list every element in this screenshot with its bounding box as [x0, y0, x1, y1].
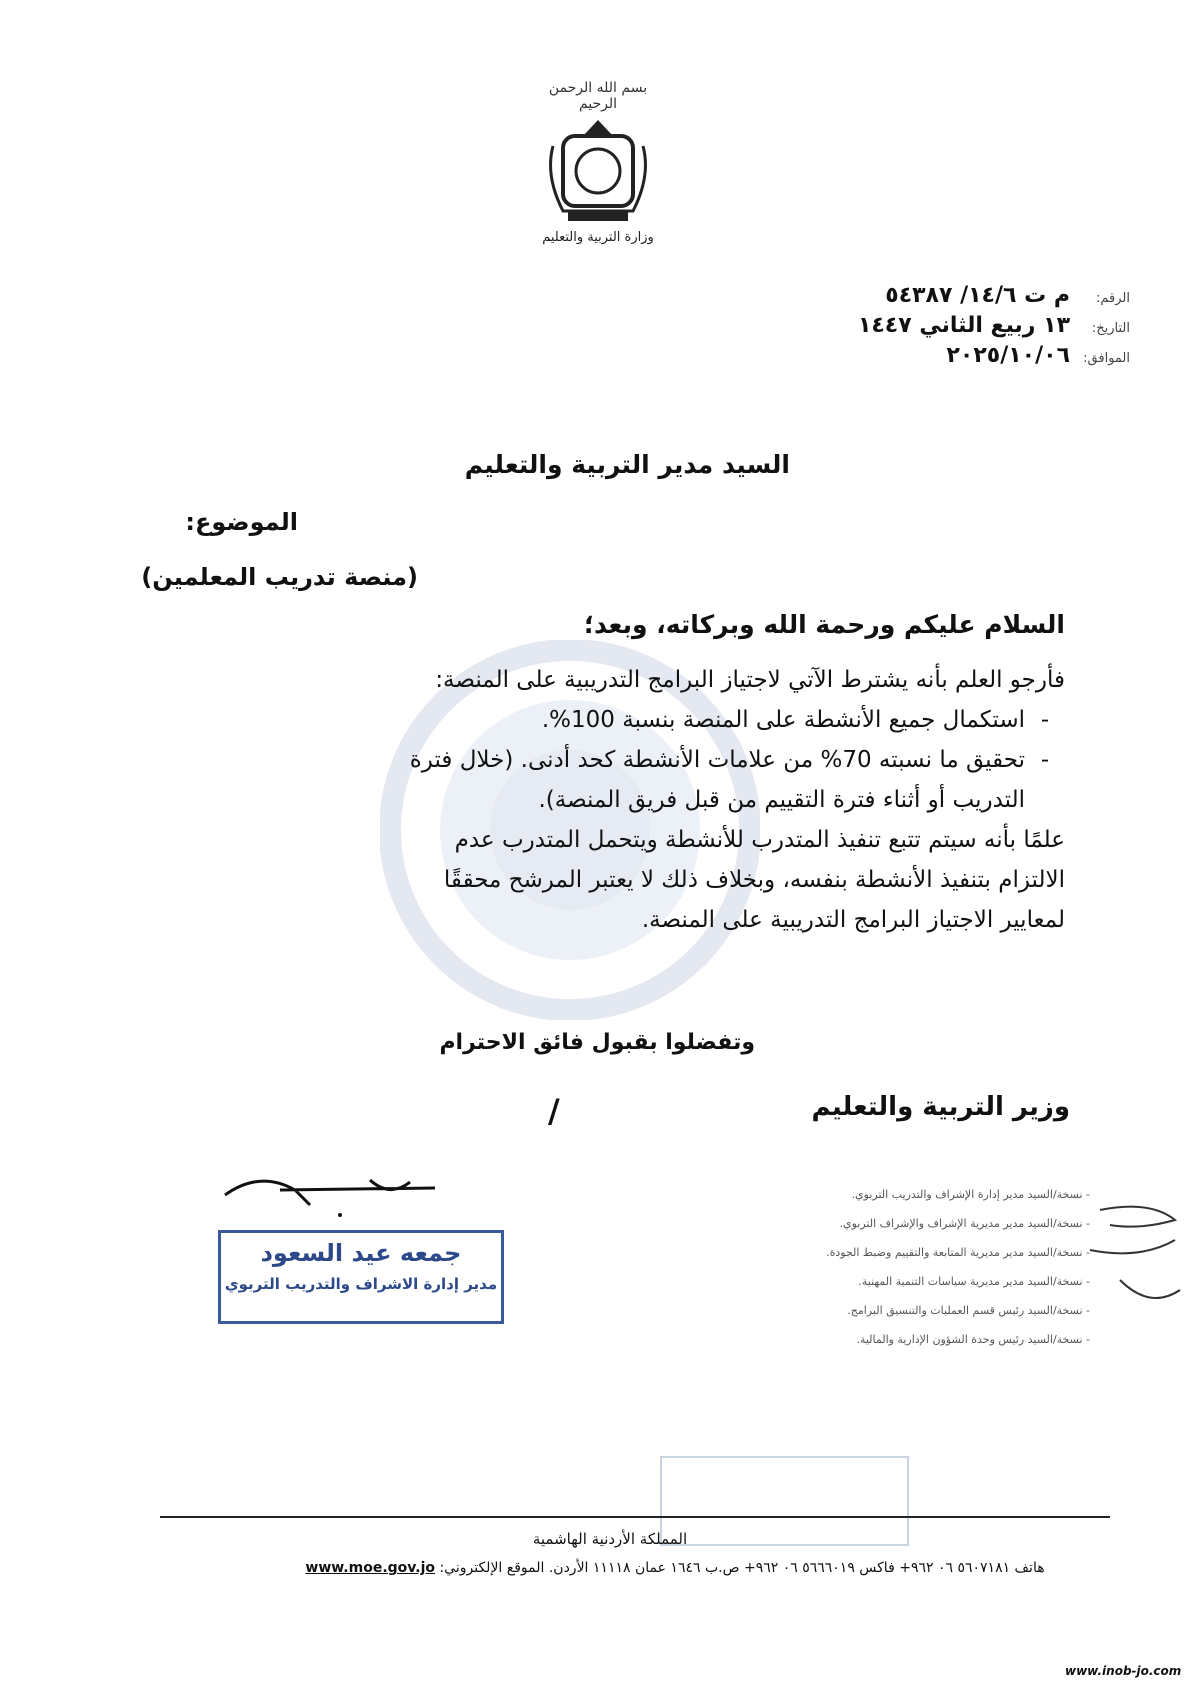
handwritten-signature	[220, 1160, 440, 1220]
cc-list	[730, 1180, 1090, 1354]
note-line: علمًا بأنه سيتم تتبع تنفيذ المتدرب للأنشطة ويتحمل المتدرب عدم	[454, 827, 1065, 853]
reference-date-label: التاريخ:	[1091, 321, 1130, 336]
header-logo	[528, 80, 668, 265]
note-line: لمعايير الاجتياز البرامج التدريبية على المنصة.	[641, 907, 1065, 933]
basmala: بسم الله الرحمن الرحيم	[548, 80, 648, 112]
official-stamp	[218, 1230, 504, 1324]
signatory-slash: /	[548, 1092, 560, 1130]
bullet-dash: -	[1040, 747, 1050, 773]
intro-paragraph: فأرجو العلم بأنه يشترط الآتي لاجتياز البرامج التدريبية على المنصة:	[435, 667, 1065, 693]
footer-contact-text: هاتف ٥٦٠٧١٨١ ٠٦ ٩٦٢+ فاكس ٥٦٦٦٠١٩ ٠٦ ٩٦٢+ ص.ب ١٦٤٦ عمان ١١١١٨ الأردن. الموقع الإلكتروني:	[439, 1560, 1045, 1576]
cc-item: - نسخة/السيد رئيس قسم العمليات والتنسيق البرامج.	[847, 1304, 1090, 1317]
signatory-title: وزير التربية والتعليم	[811, 1092, 1070, 1122]
footer-kingdom: المملكة الأردنية الهاشمية	[532, 1530, 688, 1548]
reference-block	[770, 283, 1130, 373]
stamp-name: جمعه عيد السعود	[260, 1239, 462, 1267]
ministry-name: وزارة التربية والتعليم	[542, 230, 654, 245]
reference-date-row	[770, 313, 1130, 343]
reference-number-label: الرقم:	[1096, 291, 1130, 306]
bullet-text: استكمال جميع الأنشطة على المنصة بنسبة 100%.	[541, 707, 1025, 733]
footer-website-link[interactable]: www.moe.gov.jo	[305, 1560, 435, 1576]
cc-item: - نسخة/السيد مدير مديرية سياسات التنمية المهنية.	[858, 1275, 1090, 1288]
subject-label: الموضوع:	[185, 508, 298, 536]
footer-divider	[160, 1516, 1110, 1518]
initials-scribble	[1080, 1200, 1185, 1320]
bullet-continuation: التدريب أو أثناء فترة التقييم من قبل فريق المنصة).	[538, 787, 1025, 813]
letter-body	[165, 660, 1065, 940]
reference-gregorian-label: الموافق:	[1083, 351, 1130, 366]
note-line: الالتزام بتنفيذ الأنشطة بنفسه، وبخلاف ذلك لا يعتبر المرشح محققًا	[443, 867, 1065, 893]
cc-item: - نسخة/السيد مدير مديرية الإشراف والإشراف التربوي.	[839, 1217, 1090, 1230]
reference-number-row	[770, 283, 1130, 313]
bullet-item	[165, 700, 1065, 740]
stamp-title: مدير إدارة الاشراف والتدريب التربوي	[224, 1275, 498, 1293]
footer-contact	[245, 1560, 1105, 1576]
reference-gregorian-value: ٢٠٢٥/١٠/٠٦	[946, 343, 1070, 368]
coat-of-arms-icon	[543, 116, 653, 226]
site-watermark: www.inob-jo.com	[1065, 1664, 1182, 1678]
greeting: السلام عليكم ورحمة الله وبركاته، وبعد؛	[584, 610, 1065, 639]
reference-date-value: ١٣ ربيع الثاني ١٤٤٧	[857, 313, 1070, 338]
subject-text: (منصة تدريب المعلمين)	[141, 563, 418, 591]
bullet-item	[165, 740, 1065, 780]
bullet-dash: -	[1040, 707, 1050, 733]
cc-item: - نسخة/السيد رئيس وحدة الشؤون الإدارية والمالية.	[856, 1333, 1090, 1346]
cc-item: - نسخة/السيد مدير إدارة الإشراف والتدريب التربوي.	[851, 1188, 1090, 1201]
addressee: السيد مدير التربية والتعليم	[464, 450, 790, 479]
bullet-text: تحقيق ما نسبته 70% من علامات الأنشطة كحد أدنى. (خلال فترة	[409, 747, 1025, 773]
reference-number-value: م ت ١٤/٦/ ٥٤٣٨٧	[885, 283, 1070, 308]
reference-gregorian-row	[770, 343, 1130, 373]
cc-item: - نسخة/السيد مدير مديرية المتابعة والتقييم وضبط الجودة.	[826, 1246, 1090, 1259]
closing: وتفضلوا بقبول فائق الاحترام	[439, 1030, 755, 1055]
